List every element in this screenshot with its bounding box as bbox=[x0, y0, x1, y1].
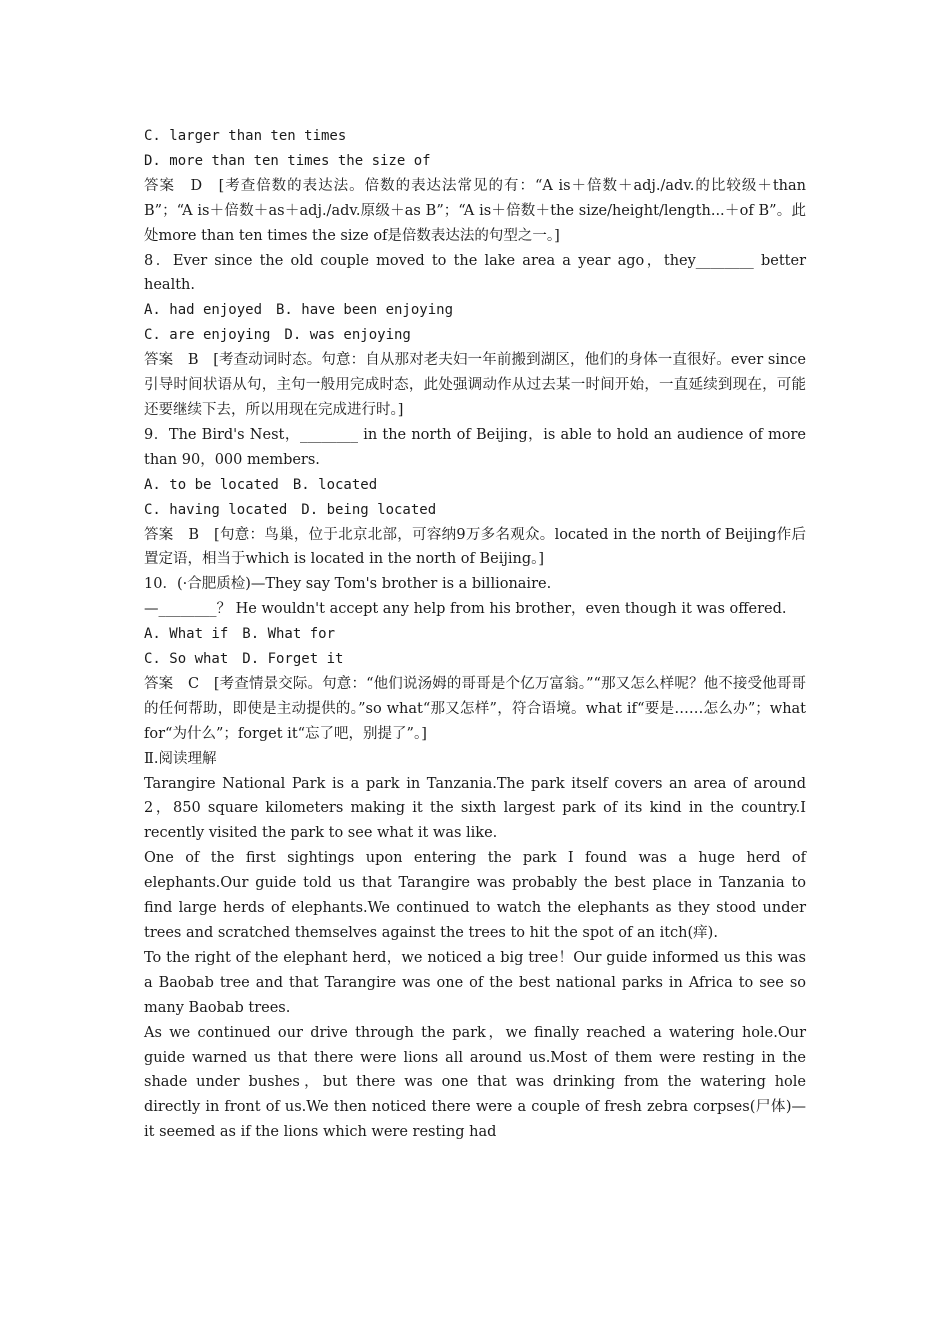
q8-options-cd: C. are enjoying D. was enjoying bbox=[144, 327, 411, 344]
passage-paragraph-1: Tarangire National Park is a park in Tanzania.The park itself covers an area of around 2，850 square kilometers making it the sixth largest park of its kind in the country.I recently visited the park to see what it was like. bbox=[144, 775, 806, 842]
q7-answer: 答案 D [考查倍数的表达法。倍数的表达法常见的有：“A is＋倍数＋adj./adv.的比较级＋than B”；“A is＋倍数＋as＋adj./adv.原级＋as B”；“A is＋倍数＋the size/height/length...＋of B”。此处more than ten times the size of是倍数表达法的句型之一。] bbox=[144, 177, 806, 244]
section-heading: Ⅱ.阅读理解 bbox=[144, 750, 217, 767]
document-page bbox=[144, 124, 806, 1145]
q10-options-ab: A. What if B. What for bbox=[144, 626, 336, 643]
q7-option-c: C. larger than ten times bbox=[144, 128, 347, 144]
passage-paragraph-3: To the right of the elephant herd，we noticed a big tree！Our guide informed us this was a Baobab tree and that Tarangire was one of the best national parks in Africa to see so many Baobab trees. bbox=[144, 949, 806, 1016]
q10-options-cd: C. So what D. Forget it bbox=[144, 651, 344, 668]
q7-option-d: D. more than ten times the size of bbox=[144, 152, 431, 169]
q9-options-ab: A. to be located B. located bbox=[144, 476, 378, 493]
q8-answer: 答案 B [考查动词时态。句意：自从那对老夫妇一年前搬到湖区，他们的身体一直很好。ever since引导时间状语从句，主句一般用完成时态，此处强调动作从过去某一时间开始，一直延续到现在，可能还要继续下去，所以用现在完成进行时。] bbox=[144, 352, 806, 418]
q9-stem: 9．The Bird's Nest，________ in the north of Beijing，is able to hold an audience of more than 90，000 members. bbox=[144, 426, 806, 468]
q9-options-cd: C. having located D. being located bbox=[144, 501, 437, 518]
passage-paragraph-4: As we continued our drive through the park，we finally reached a watering hole.Our guide warned us that there were lions all around us.Most of them were resting in the shade under bushes，but there was one that was drinking from the watering hole directly in front of us.We then noticed there were a couple of fresh zebra corpses(尸体)—it seemed as if the lions which were resting had bbox=[144, 1024, 806, 1141]
q10-reply: —________？ He wouldn't accept any help from his brother，even though it was offered. bbox=[144, 601, 787, 618]
q9-answer: 答案 B [句意：鸟巢，位于北京北部，可容纳9万多名观众。located in the north of Beijing作后置定语，相当于which is located in the north of Beijing。] bbox=[144, 526, 806, 568]
q10-stem: 10．(·合肥质检)—They say Tom's brother is a billionaire. bbox=[144, 576, 552, 593]
q8-options-ab: A. had enjoyed B. have been enjoying bbox=[144, 302, 454, 319]
q10-answer: 答案 C [考查情景交际。句意：“他们说汤姆的哥哥是个亿万富翁。”“那又怎么样呢？他不接受他哥哥的任何帮助，即使是主动提供的。”so what“那又怎样”，符合语境。what if“要是……怎么办”；what for“为什么”；forget it“忘了吧，别提了”。] bbox=[144, 675, 806, 742]
passage-paragraph-2: One of the first sightings upon entering the park I found was a huge herd of elephants.Our guide told us that Tarangire was probably the best place in Tanzania to find large herds of elephants.We continued to watch the elephants as they stood under trees and scratched themselves against the trees to hit the spot of an itch(痒). bbox=[144, 850, 806, 941]
q8-stem: 8．Ever since the old couple moved to the lake area a year ago，they________ better health. bbox=[144, 252, 806, 294]
